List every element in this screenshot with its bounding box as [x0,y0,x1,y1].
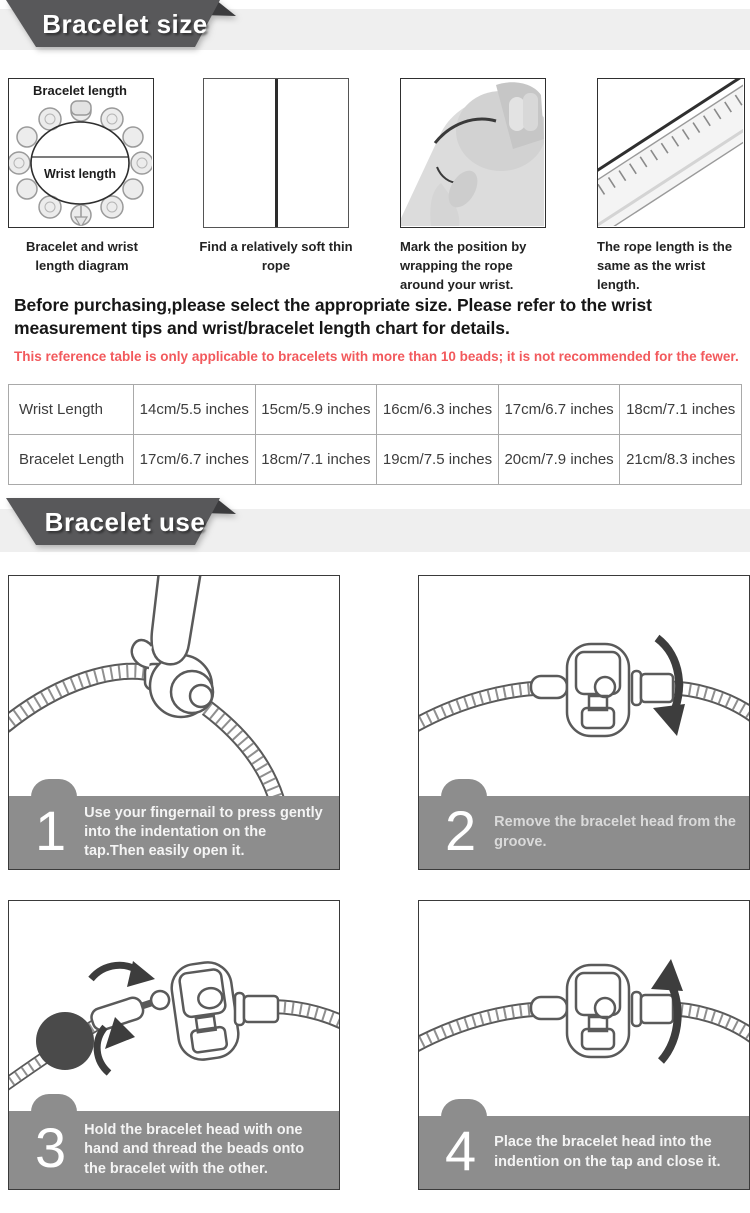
ruler-illustration [598,79,743,226]
step1-number: 1 [35,798,67,862]
tip-panel-rope [199,78,353,276]
size-banner-title: Bracelet size [42,9,208,39]
step4-caption-bar [419,1116,749,1189]
use-section-banner [0,498,240,548]
step2-caption-bar [419,796,749,869]
size-chart-table [8,384,742,485]
bracelet-cell: 21cm/8.3 inches [620,435,742,485]
wrist-wrap-illustration [401,79,544,226]
step3-text: Hold the bracelet head with one hand and thread the beads onto the bracelet with the other. [84,1122,305,1177]
step3-number: 3 [35,1116,67,1179]
finger-icon [132,576,201,668]
step-panel-3 [8,900,340,1190]
step3-illustration [9,901,339,1119]
wrist-row-header: Wrist Length [9,385,134,435]
bracelet-row-header: Bracelet Length [9,435,134,485]
step1-illustration [9,576,339,796]
tip-caption-2: Find a relatively soft thin rope [199,239,353,273]
step4-text: Place the bracelet head into the indention on the tap and close it. [494,1134,721,1170]
tip-caption-4: The rope length is the same as the wrist length. [597,239,733,292]
wrap-photo-box [400,78,546,228]
step2-illustration [419,576,749,796]
bracelet-cell: 18cm/7.1 inches [255,435,377,485]
bracelet-length-label: Bracelet length [33,83,127,98]
step2-number: 2 [445,798,477,862]
bracelet-cell: 19cm/7.5 inches [377,435,499,485]
step4-illustration [419,901,749,1119]
step4-number: 4 [445,1118,477,1182]
bracelet-diagram-illustration [9,79,152,226]
step2-text: Remove the bracelet head from the groove. [494,814,736,850]
tip-caption-3: Mark the position by wrapping the rope around your wrist. [400,239,527,292]
wrist-cell: 17cm/6.7 inches [498,385,620,435]
wrist-cell: 18cm/7.1 inches [620,385,742,435]
step-panel-4 [418,900,750,1190]
use-banner-title: Bracelet use [44,507,206,537]
bracelet-head-icon [567,644,629,736]
step-panel-2 [418,575,750,870]
bracelet-head-icon [567,965,629,1057]
rope-illustration [275,79,278,227]
bracelet-cell: 17cm/6.7 inches [134,435,256,485]
bracelet-head-icon [169,959,242,1062]
size-section-banner [0,0,240,50]
table-row-bracelet [9,435,742,485]
wrist-cell: 16cm/6.3 inches [377,385,499,435]
step-panel-1 [8,575,340,870]
wrist-length-label: Wrist length [44,167,116,181]
step3-caption-bar [9,1111,339,1189]
tip-caption-1: Bracelet and wrist length diagram [26,239,138,273]
rope-box [203,78,349,228]
step1-caption-bar [9,796,339,869]
size-note-text: This reference table is only applicable to bracelets with more than 10 beads; it is not recommended for the fewer. [14,349,739,364]
step1-text: Use your fingernail to press gently into the indentation on the tap.Then easily open it. [84,804,323,860]
wrist-cell: 15cm/5.9 inches [255,385,377,435]
bracelet-cell: 20cm/7.9 inches [498,435,620,485]
ruler-box [597,78,745,228]
wrist-cell: 14cm/5.5 inches [134,385,256,435]
tip-panel-wrap [400,78,548,295]
tip-panel-diagram [8,78,156,276]
bead-icon [36,1012,94,1070]
bracelet-diagram-box [8,78,154,228]
table-row-wrist [9,385,742,435]
size-intro-text: Before purchasing,please select the appropriate size. Please refer to the wrist measurement tips and wrist/bracelet length chart for details. [14,295,652,339]
tip-panel-ruler [597,78,745,295]
